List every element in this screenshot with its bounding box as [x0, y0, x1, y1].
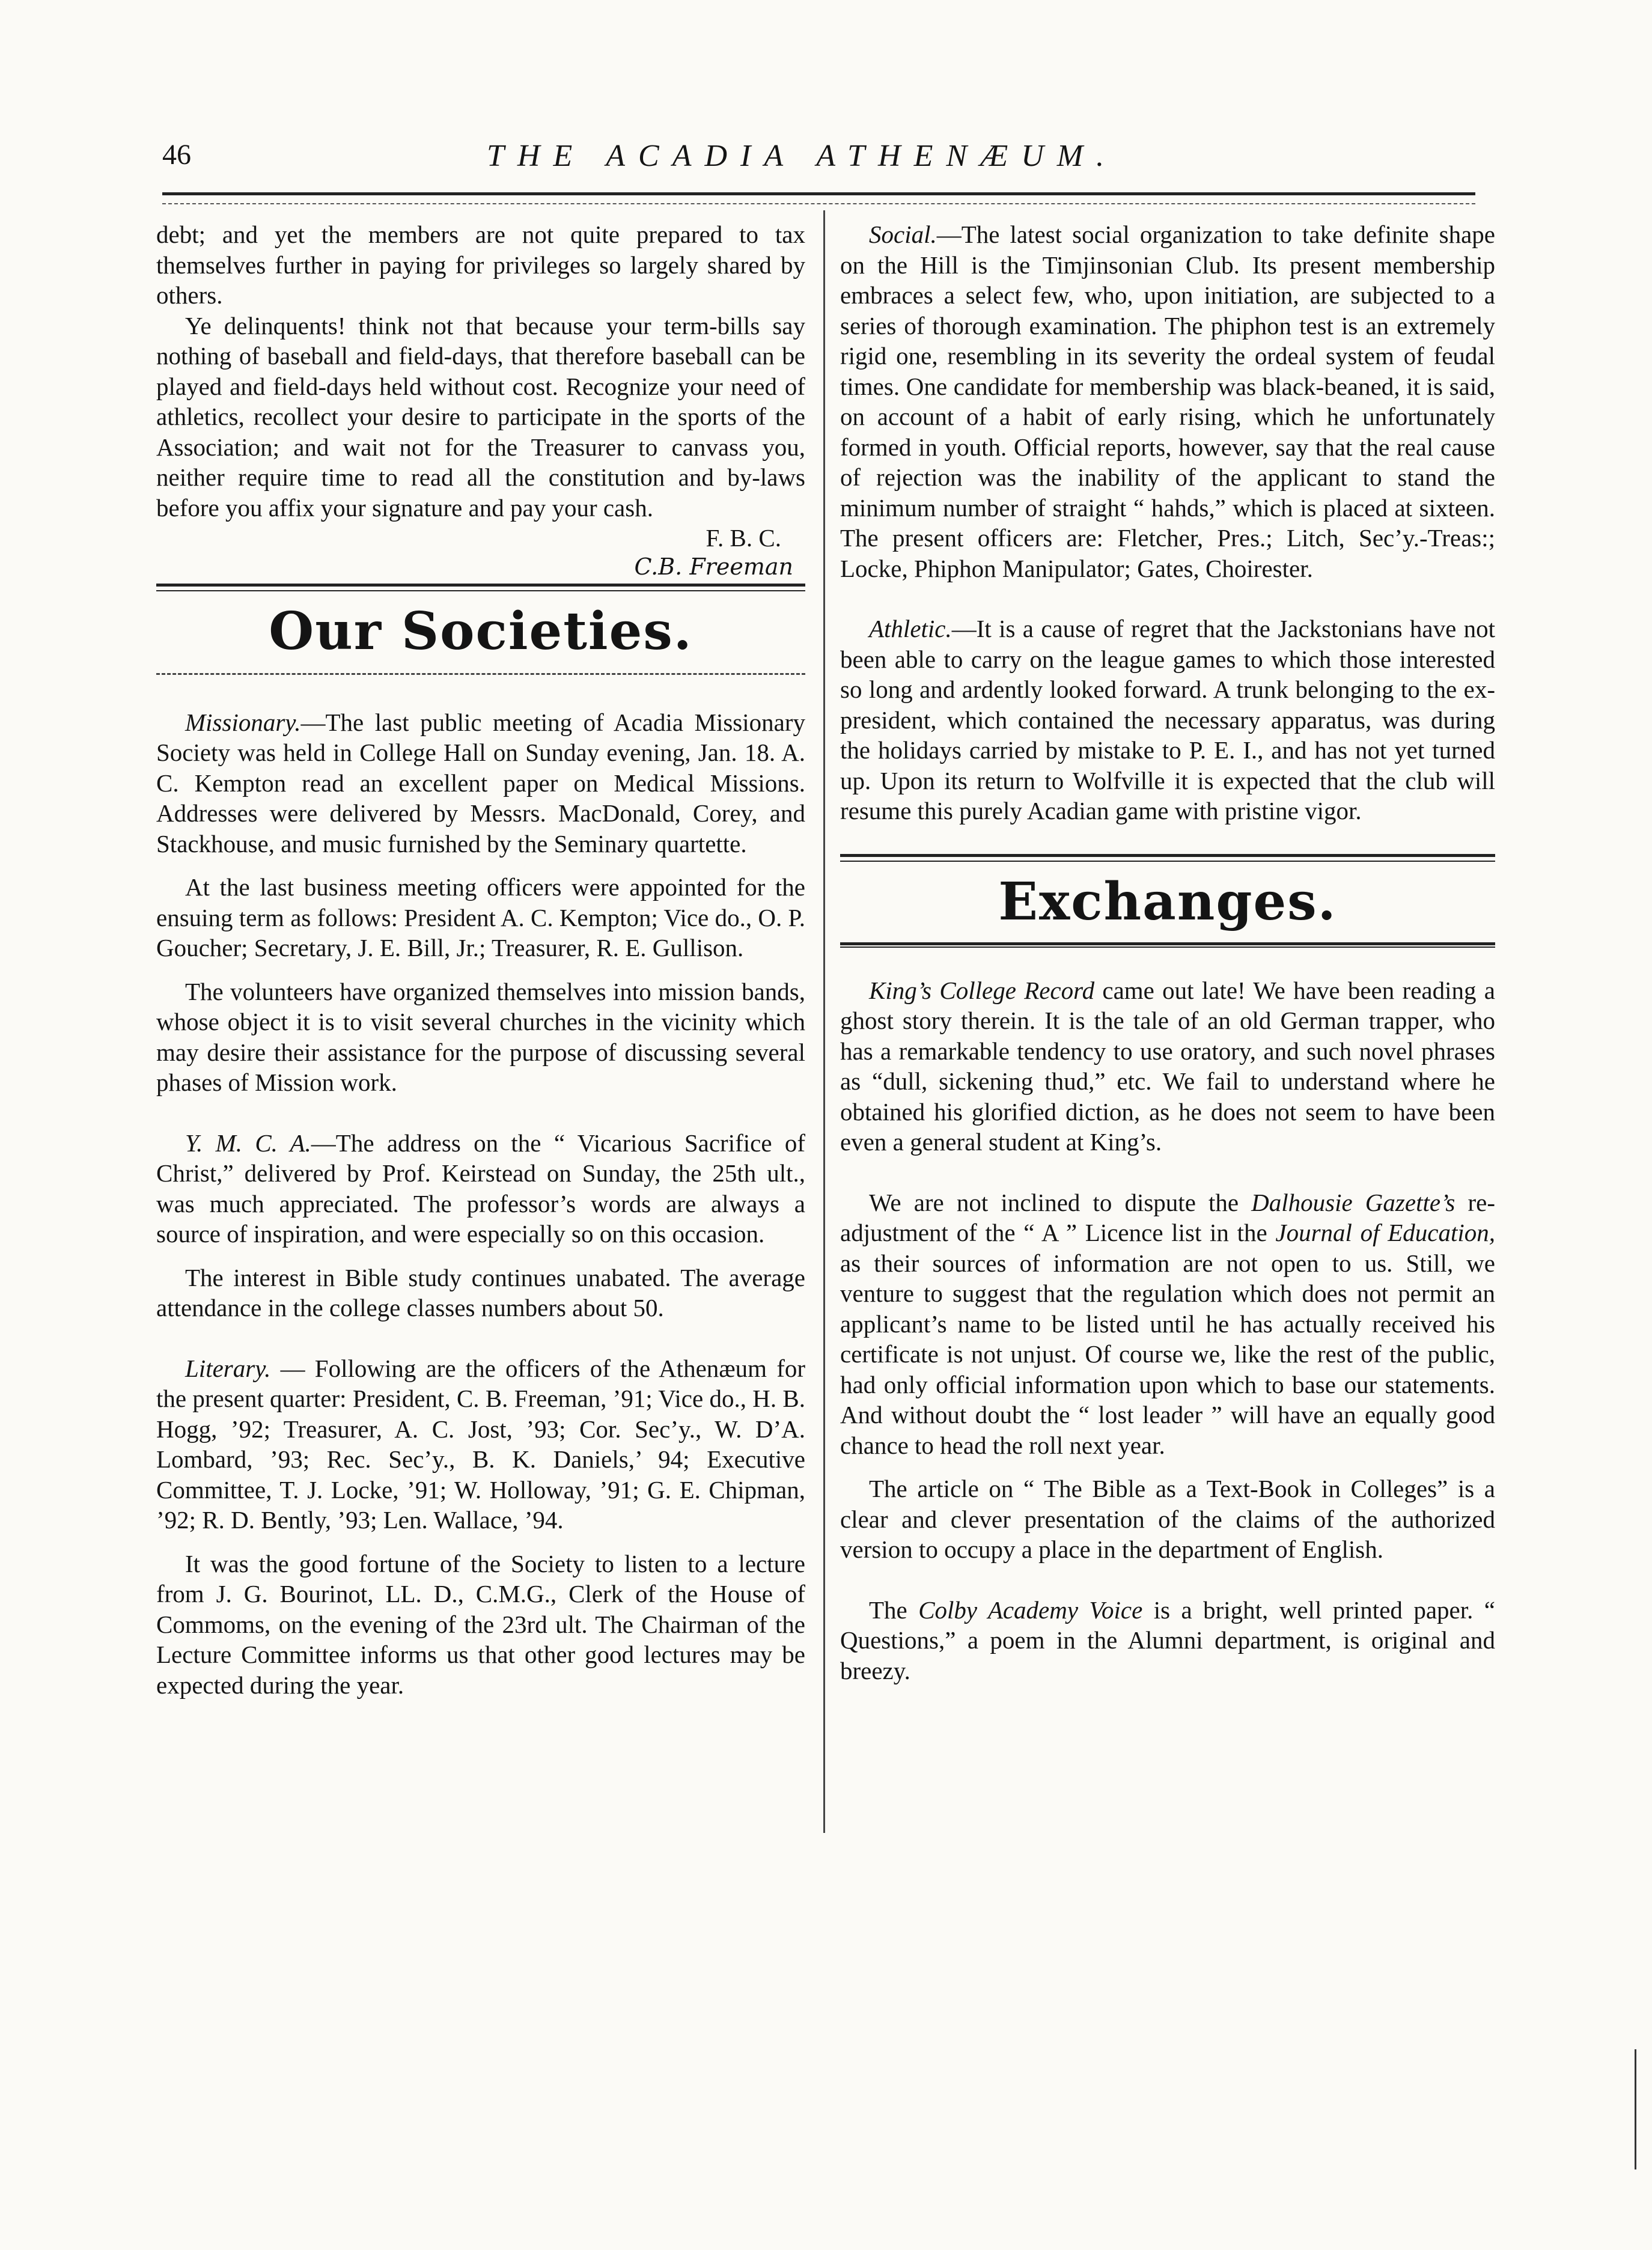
paragraph: At the last business meeting officers were appointed for the ensuing term as follows: President A. C. Kempton; Vice do., O. P. Goucher; Secretary, J. E. Bill, Jr.; Treasurer, R. E. Gullison. — [156, 873, 805, 962]
paragraph-athletic — [840, 614, 1495, 826]
text: The — [869, 1596, 919, 1624]
section-heading-societies: Our Societies. — [269, 600, 693, 662]
header-rule — [162, 192, 1475, 195]
section-heading-exchanges: Exchanges. — [998, 871, 1337, 932]
margin-rule — [1635, 2049, 1636, 2169]
right-column — [840, 219, 1495, 1686]
lead-literary: Literary. — [185, 1354, 271, 1382]
paragraph-social — [840, 219, 1495, 584]
text: as their sources of information are not open to us. Still, we venture to suggest that the regulation which does not permit an applicant’s name to be listed until he has actually received his certificate is not unjust. Of course we, like the rest of the public, had only official information upon which to base our statements. And without doubt the “ lost leader ” will have an equally good chance to head the roll next year. — [840, 1249, 1495, 1459]
text: —The address on the “ Vicarious Sacrifice of Christ,” delivered by Prof. Keirstead on Sunday, the 25th ult., was much appreciated. The professor’s words are always a source of inspiration, and were especially so on this occasion. — [156, 1129, 805, 1248]
page-header — [162, 138, 1475, 192]
publication-title: Journal of Education, — [1275, 1219, 1495, 1246]
paragraph: The interest in Bible study continues unabated. The average attendance in the college classes numbers about 50. — [156, 1263, 805, 1322]
paragraph-literary — [156, 1353, 805, 1535]
paragraph-exchange — [840, 1188, 1495, 1461]
text: came out late! We have been reading a ghost story therein. It is the tale of an old German trapper, who has a remarkable tendency to use oratory, and such novel phrases as “dull, sickening thud,” etc. We fail to understand where he obtained his glorified diction, as he does not seem to have been even a general student at King’s. — [840, 976, 1495, 1156]
section-rule — [840, 942, 1495, 948]
text: is a bright, well printed paper. “ Questions,” a poem in the Alumni department, is original and breezy. — [840, 1596, 1495, 1684]
handwritten-signature: C.B. Freeman — [634, 553, 793, 580]
section-rule-dashed — [156, 673, 805, 675]
section-rule — [840, 854, 1495, 862]
page-number: 46 — [162, 139, 191, 171]
text: —The latest social organization to take definite shape on the Hill is the Timjinsonian Club. Its present membership embraces a select few, who, upon initiation, are subjected to a series of thorough examination. The phiphon test is an extremely rigid one, resembling in its severity the ordeal system of feudal times. One candidate for membership was black-beaned, it is said, on account of a habit of early rising, which he unfortunately formed in youth. Official reports, however, say that the real cause of rejection was the inability of the applicant to stand the minimum number of straight “ hahds,” which is placed at sixteen. The present officers are: Fletcher, Pres.; Litch, Sec’y.-Treas:; Locke, Phiphon Manipulator; Gates, Choirester. — [840, 221, 1495, 582]
section-rule — [156, 584, 805, 591]
running-title: THE ACADIA ATHENÆUM. — [487, 139, 1118, 173]
lead-social: Social. — [869, 221, 937, 248]
text: —The last public meeting of Acadia Missionary Society was held in College Hall on Sunday evening, Jan. 18. A. C. Kempton read an excellent paper on Medical Missions. Addresses were delivered by Messrs. MacDonald, Corey, and Stackhouse, and music furnished by the Seminary quartette. — [156, 708, 805, 858]
paragraph-ymca — [156, 1128, 805, 1249]
text: —It is a cause of regret that the Jackstonians have not been able to carry on the league games to which those interested so long and ardently looked forward. A trunk belonging to the ex-president, which contained the necessary apparatus, was during the holidays carried by mistake to P. E. I., and has not yet turned up. Upon its return to Wolfville it is expected that the club will resume this purely Acadian game with pristine vigor. — [840, 615, 1495, 825]
paragraph-missionary — [156, 707, 805, 859]
signature-initials: F. B. C. — [706, 524, 781, 552]
publication-title: King’s College Record — [869, 976, 1095, 1004]
paragraph-exchange — [840, 1595, 1495, 1686]
text: — Following are the officers of the Athenæum for the present quarter: President, C. B. Freeman, ’91; Vice do., H. B. Hogg, ’92; Treasurer, A. C. Jost, ’93; Cor. Sec’y., W. D’A. Lombard, ’93; Rec. Sec’y., B. K. Daniels,’ 94; Executive Committee, T. J. Locke, ’91; W. Holloway, ’91; G. E. Chipman, ’92; R. D. Bently, ’93; Len. Wallace, ’94. — [156, 1354, 805, 1534]
publication-title: Dalhousie Gazette’s — [1251, 1188, 1455, 1216]
paragraph: debt; and yet the members are not quite prepared to tax themselves further in paying for privileges so largely shared by others. — [156, 221, 805, 309]
header-rule-dashed — [162, 203, 1475, 204]
paragraph: Ye delinquents! think not that because your term-bills say nothing of baseball and field-days, that therefore baseball can be played and field-days held without cost. Recognize your need of athletics, recollect your desire to participate in the sports of the Association; and wait not for the Treasurer to canvass you, neither require time to read all the constitution and by-laws before you affix your signature and pay your cash. — [156, 311, 805, 522]
publication-title: Colby Academy Voice — [918, 1596, 1143, 1624]
paragraph: The volunteers have organized themselves into mission bands, whose object it is to visit several churches in the vicinity which may desire their assistance for the purpose of discussing several phases of Mission work. — [156, 977, 805, 1096]
paragraph: The article on “ The Bible as a Text-Book in Colleges” is a clear and clever presentation of the claims of the authorized version to occupy a place in the department of English. — [840, 1475, 1495, 1563]
paragraph: It was the good fortune of the Society to listen to a lecture from J. G. Bourinot, LL. D., C.M.G., Clerk of the House of Commoms, on the evening of the 23rd ult. The Chairman of the Lecture Committee informs us that other good lectures may be expected during the year. — [156, 1549, 805, 1699]
paragraph-exchange — [840, 975, 1495, 1157]
lead-missionary: Missionary. — [185, 708, 301, 736]
left-column — [156, 219, 805, 1700]
lead-athletic: Athletic. — [869, 615, 952, 642]
column-divider — [823, 210, 825, 1833]
lead-ymca: Y. M. C. A. — [185, 1129, 311, 1157]
text: We are not inclined to dispute the — [869, 1188, 1252, 1216]
text: re-adjustment of the “ A ” Licence list in the — [840, 1188, 1495, 1246]
